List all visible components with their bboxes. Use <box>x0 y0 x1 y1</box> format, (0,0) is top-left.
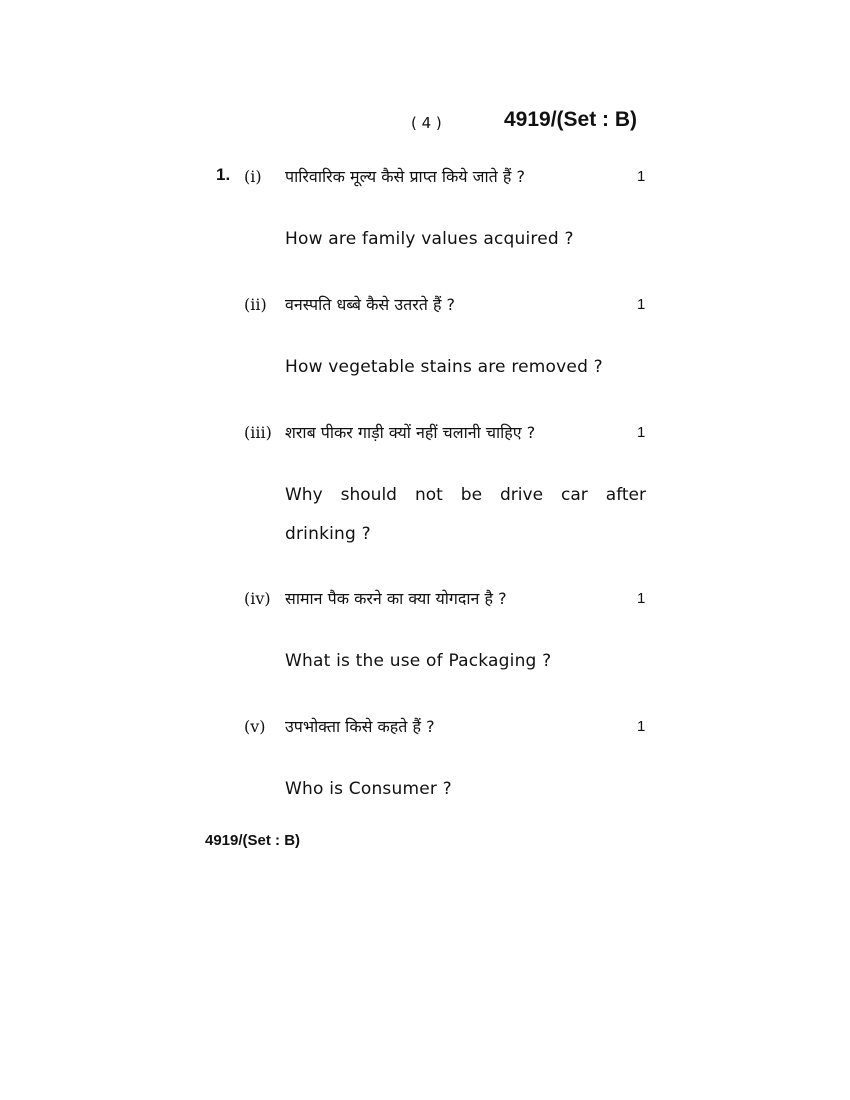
hindi-question: सामान पैक करने का क्या योगदान है ? <box>285 589 507 608</box>
page-number: ( 4 ) <box>411 114 442 132</box>
hindi-question: पारिवारिक मूल्य कैसे प्राप्त किये जाते हैं ? <box>285 167 525 186</box>
english-question: How are family values acquired ? <box>285 229 574 249</box>
word: be <box>460 485 483 505</box>
marks: 1 <box>637 718 646 735</box>
part-label: (iv) <box>244 589 271 608</box>
marks: 1 <box>637 296 646 313</box>
word: car <box>561 485 588 505</box>
english-question: Who is Consumer ? <box>285 779 452 799</box>
word: not <box>414 485 443 505</box>
english-question: How vegetable stains are removed ? <box>285 357 603 377</box>
english-question-line1 <box>285 485 646 505</box>
hindi-question: उपभोक्ता किसे कहते हैं ? <box>285 717 435 736</box>
hindi-question: शराब पीकर गाड़ी क्यों नहीं चलानी चाहिए ? <box>285 423 536 442</box>
hindi-question: वनस्पति धब्बे कैसे उतरते हैं ? <box>285 295 456 314</box>
part-label: (i) <box>244 167 262 186</box>
marks: 1 <box>637 590 646 607</box>
english-question: What is the use of Packaging ? <box>285 651 552 671</box>
question-number: 1. <box>216 165 231 184</box>
part-label: (ii) <box>244 295 267 314</box>
paper-code-footer: 4919/(Set : B) <box>205 832 301 849</box>
word: after <box>605 485 646 505</box>
word: drive <box>500 485 544 505</box>
part-label: (iii) <box>244 423 272 442</box>
word: should <box>340 485 397 505</box>
part-label: (v) <box>244 717 266 736</box>
marks: 1 <box>637 168 646 185</box>
paper-code-header: 4919/(Set : B) <box>504 108 638 131</box>
word: Why <box>285 485 323 505</box>
english-question-line2: drinking ? <box>285 524 371 544</box>
marks: 1 <box>637 424 646 441</box>
